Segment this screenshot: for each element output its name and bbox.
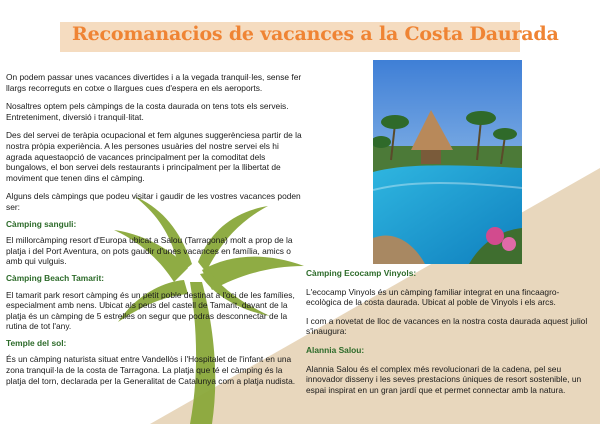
tamarit-paragraph: El tamarit park resort càmping és un petit poble destinat a l'oci de les famílies, especialment amb nens. Ubicat als peus del castell de Tamarit, davant de la platja és un càmping de 5 estrelles on segur que podras desconnectar de la rutina de tot l'any. <box>6 289 295 332</box>
page-title: Recomanacios de vacances a la Costa Daurada <box>72 23 559 45</box>
alannia-paragraph: Alannia Salou és el complex més revolucionari de la cadena, pel seu innovador disseny i les seves prestacions úniques de resort sostenible, un espai inspirat en un gran jardí que et permet connectar amb la natura. <box>306 363 582 395</box>
pool-photo <box>373 60 522 264</box>
heading-ecocamp: Càmping Ecocamp Vinyols: <box>306 268 417 278</box>
right-column <box>306 268 588 395</box>
heading-tamarit: Càmping Beach Tamarit: <box>6 272 105 283</box>
sangli-paragraph: El millorcàmping resort d'Europa ubicat a Salou (Tarragona) molt a prop de la platja i del Port Aventura, on pots gaudir d'unes vacances en família, amics o amb qui vulguis. <box>6 235 293 267</box>
campings-paragraph: Nosaltres optem pels càmpings de la costa daurada on tens tots els serveis. Entreteniment, diversió i tranquil·litat. <box>6 101 289 122</box>
ecocamp-paragraph: L'ecocamp Vinyols és un càmping familiar integrat en una fincaagro-ecològica de la costa daurada. Ubicat al poble de Vinyols i els arcs. <box>306 286 560 308</box>
therapy-paragraph: Des del servei de teràpia ocupacional et fem algunes suggerènciesa partir de la nostra pròpia experiència. A les persones usuàries del nostre servei els hi agrada aquestaopció de vacances principalment per la comoditat dels bungalows, el bon servei dels restaurants i principalment per la llibertat de moviment que tenen dins el càmping. <box>6 130 302 183</box>
list-intro-paragraph: Alguns dels càmpings que podeu visitar i gaudir de les vostres vacances poden ser: <box>6 191 301 212</box>
heading-alannia: Alannia Salou: <box>306 344 365 355</box>
heading-sangli: Càmping sanguli: <box>6 218 77 229</box>
temple-paragraph: És un càmping naturista situat entre Vandellòs i l'Hospitalet de l'infant en una zona tranquil·la de la costa de Tarragona. La platja que té el càmping és la platja del torn, declarada per la Generalitat de Catalunya com a platja nudista. <box>6 354 296 386</box>
heading-temple: Temple del sol: <box>6 337 67 348</box>
novelty-paragraph: I com a novetat de lloc de vacances en la nostra costa daurada aquest juliol s'inaugura: <box>306 315 588 337</box>
intro-paragraph: On podem passar unes vacances divertides i a la vegada tranquil·les, sense fer llargs recorreguts en cotxe o llargues cues d'espera en els aeroports. <box>6 72 302 93</box>
left-column <box>6 72 302 386</box>
